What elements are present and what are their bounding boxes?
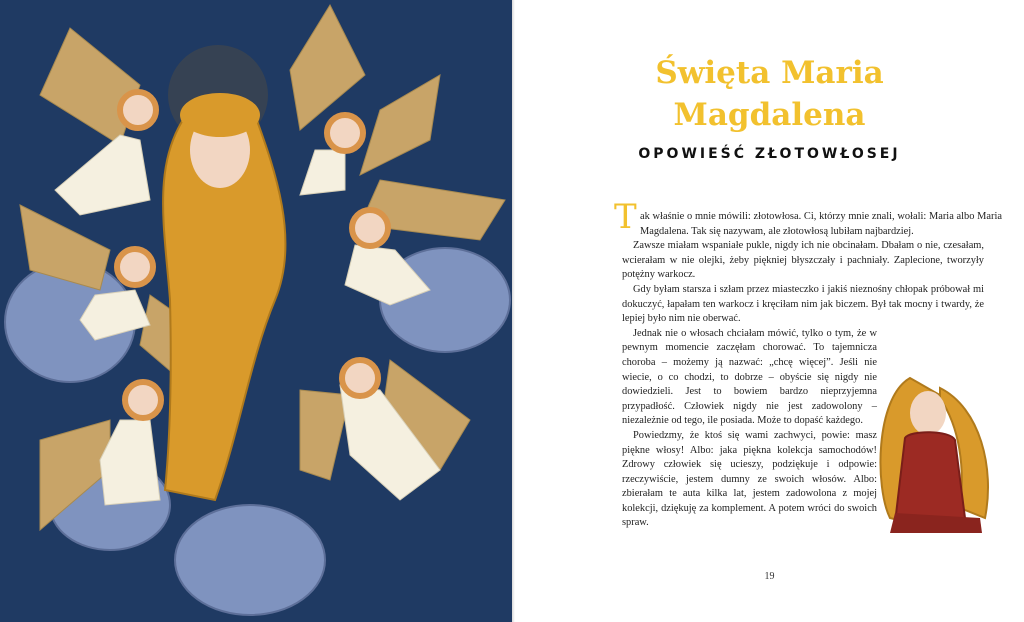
paragraph-3: Gdy byłam starsza i szłam przez miasteczko i jakiś nieznośny chłopak próbował mi dokuczyć, łapałam ten warkocz i kręciłam nim jak biczem. Był tak mocny i twardy, że lepiej było nim nie oberwać. xyxy=(622,283,984,325)
drop-cap: T xyxy=(614,197,637,237)
chapter-title-line2: Magdalena xyxy=(673,97,866,133)
paragraph-5: Powiedzmy, że ktoś się wami zachwyci, powie: masz piękne włosy! Albo: jaka piękna kolekcja samochodów! Zdrowy człowiek się ucieszy, podziękuje i odpowie: rzeczywiście, jestem dumny ze swoich włosów. Albo: zbierałam te auta kilka lat, jestem zadowolona z mojej kolekcji, dziękuję za komplement. A potem wróci do swoich spraw. xyxy=(622,429,877,529)
paragraph-2: Zawsze miałam wspaniałe pukle, nigdy ich nie obcinałam. Dbałam o nie, czesałam, wcierałam w nie olejki, żeby piękniej błyszczały i pachniały. Zaplecione, tworzyły potężny warkocz. xyxy=(622,240,984,281)
chapter-title-line1: Święta Maria xyxy=(655,55,884,91)
paragraph-1: T ak właśnie o mnie mówili: złotowłosa. Ci, którzy mnie znali, wołali: Maria albo Maria Magdalena. Tak się nazywam, ale złotowłosą lubiłam najbardziej. xyxy=(614,197,1002,237)
paragraph-4: Jednak nie o włosach chciałam mówić, tylko o tym, że w pewnym momencie zaczęłam chorować. To tajemnicza choroba – możemy ją nazwać: „chcę więcej”. Jeśli nie wiecie, o co chodzi, to dobrze – obyście się nigdy nie dowiedzieli. Jest to bowiem bardzo nieprzyjemna przypadłość. Człowiek nigdy nie jest zadowolony – niezależnie od tego, ile posiada. Może to dopaść każdego. xyxy=(622,327,877,427)
page-number: 19 xyxy=(764,571,775,582)
crochet-magdalena-figure xyxy=(870,368,1000,538)
text-page xyxy=(515,0,1024,622)
chapter-subtitle: OPOWIEŚĆ ZŁOTOWŁOSEJ xyxy=(638,146,901,162)
